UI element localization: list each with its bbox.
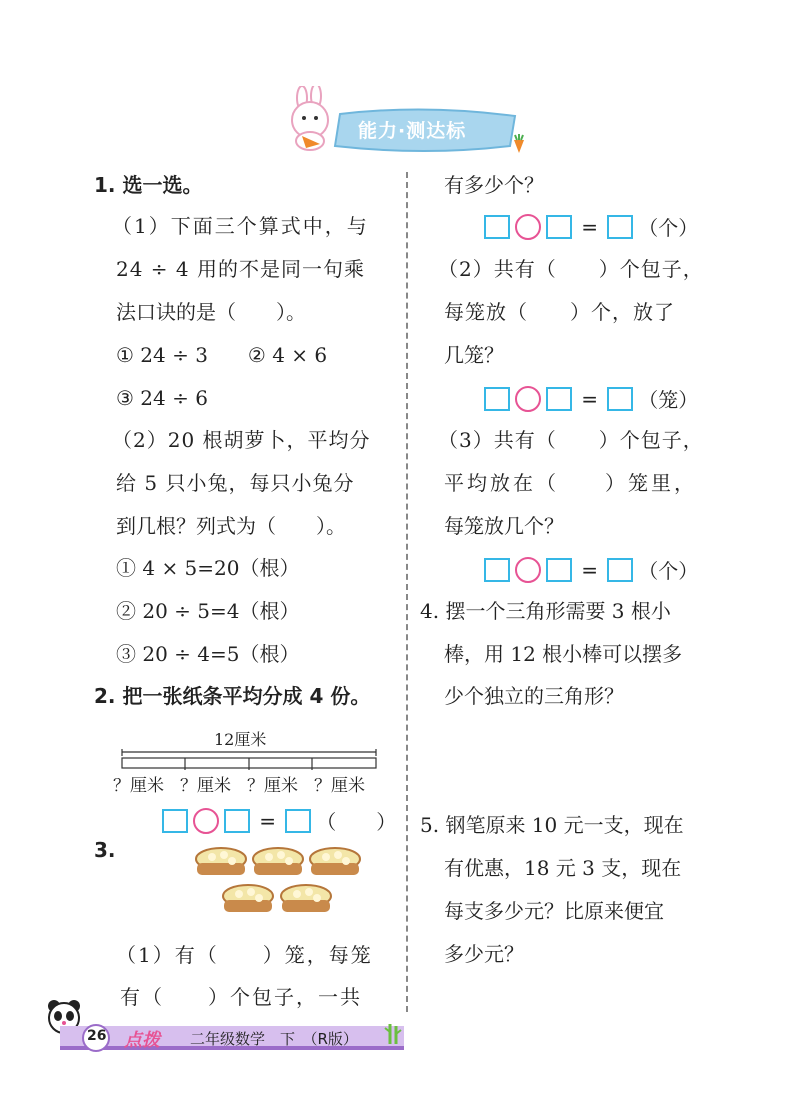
answer-box[interactable] xyxy=(285,809,311,833)
q1-2-line2: 给 5 只小兔，每只小兔分 xyxy=(116,471,355,495)
q3-2-answer-template xyxy=(484,384,698,413)
question-1-title: 1. 选一选。 xyxy=(94,173,203,197)
question-3-title: 3. xyxy=(94,838,116,862)
q1-1-line1: （1）下面三个算式中，与 xyxy=(112,214,369,238)
unit-label: （个） xyxy=(638,216,699,240)
answer-box[interactable] xyxy=(546,215,572,239)
equals-sign: = xyxy=(581,214,599,239)
question-4-line2: 棒，用 12 根小棒可以摆多 xyxy=(444,642,683,666)
question-2-title: 2. 把一张纸条平均分成 4 份。 xyxy=(94,684,371,708)
question-4-line1: 4. 摆一个三角形需要 3 根小 xyxy=(420,599,671,623)
answer-box[interactable] xyxy=(484,558,510,582)
question-5-line3: 每支多少元？比原来便宜 xyxy=(444,899,664,923)
q1-2-option-2: ② 20 ÷ 5=4（根） xyxy=(116,599,300,623)
answer-box[interactable] xyxy=(546,558,572,582)
q1-2-option-1: ① 4 × 5=20（根） xyxy=(116,556,300,580)
book-info: 二年级数学 下 （R版） xyxy=(190,1030,358,1048)
q3-3-answer-template xyxy=(484,555,698,584)
strip-segment-1: ？厘米 xyxy=(113,776,164,796)
unit-label: （个） xyxy=(638,559,699,583)
strip-segment-4: ？厘米 xyxy=(314,776,365,796)
q1-2-option-3: ③ 20 ÷ 4=5（根） xyxy=(116,642,300,666)
q3-3-line2: 平均放在（ ）笼里， xyxy=(444,471,697,495)
answer-box[interactable] xyxy=(162,809,188,833)
column-divider xyxy=(406,172,408,1012)
q1-1-line2: 24 ÷ 4 用的不是同一句乘 xyxy=(116,257,366,281)
footer-band xyxy=(60,1024,404,1052)
strip-segment-2: ？厘米 xyxy=(180,776,231,796)
q3-3-line1: （3）共有（ ）个包子， xyxy=(438,428,704,452)
question-5-line4: 多少元？ xyxy=(444,942,524,966)
page-number: 26 xyxy=(87,1028,107,1044)
steamer-icon xyxy=(308,845,362,881)
q3-2-line2: 每笼放（ ）个，放了 xyxy=(444,300,675,324)
steamer-icon xyxy=(251,845,305,881)
q1-1-options: ① 24 ÷ 3 ② 4 × 6 xyxy=(116,343,328,367)
q3-1-line2: 有（ ）个包子，一共 xyxy=(120,985,362,1009)
banner-title: 能力·测达标 xyxy=(358,120,467,142)
answer-box[interactable] xyxy=(484,215,510,239)
section-banner xyxy=(330,106,520,152)
q3-1-line3: 有多少个？ xyxy=(444,173,544,197)
operator-circle[interactable] xyxy=(193,808,219,834)
strip-segment-3: ？厘米 xyxy=(247,776,298,796)
q1-2-line1: （2）20 根胡萝卜，平均分 xyxy=(112,428,371,452)
answer-box[interactable] xyxy=(546,387,572,411)
question-5-line1: 5. 钢笔原来 10 元一支，现在 xyxy=(420,813,684,837)
q3-3-line3: 每笼放几个？ xyxy=(444,514,564,538)
operator-circle[interactable] xyxy=(515,386,541,412)
q3-2-line3: 几笼？ xyxy=(444,343,504,367)
equals-sign: = xyxy=(259,808,277,833)
q3-1-line1: （1）有（ ）笼，每笼 xyxy=(116,943,373,967)
answer-box[interactable] xyxy=(607,387,633,411)
q1-1-line3: 法口诀的是（ ）。 xyxy=(116,300,306,324)
unit-paren: （ ） xyxy=(316,810,397,834)
operator-circle[interactable] xyxy=(515,557,541,583)
q3-1-answer-template xyxy=(484,212,698,241)
answer-box[interactable] xyxy=(484,387,510,411)
equals-sign: = xyxy=(581,557,599,582)
operator-circle[interactable] xyxy=(515,214,541,240)
question-4-line3: 少个独立的三角形？ xyxy=(444,684,624,708)
answer-box[interactable] xyxy=(607,215,633,239)
answer-box[interactable] xyxy=(607,558,633,582)
carrot-icon xyxy=(510,134,528,158)
strip-total-label: 12厘米 xyxy=(214,730,267,749)
question-5-line2: 有优惠，18 元 3 支，现在 xyxy=(444,856,682,880)
q1-1-option-3: ③ 24 ÷ 6 xyxy=(116,386,208,410)
steamer-icon xyxy=(279,882,333,918)
q3-2-line1: （2）共有（ ）个包子， xyxy=(438,257,704,281)
rabbit-mascot-icon xyxy=(280,86,340,152)
steamer-icon xyxy=(194,845,248,881)
q1-2-line3: 到几根？列式为（ ）。 xyxy=(116,514,346,538)
unit-label: （笼） xyxy=(638,388,699,412)
q2-answer-template xyxy=(162,806,396,835)
equals-sign: = xyxy=(581,386,599,411)
steamer-icon xyxy=(221,882,275,918)
bamboo-icon xyxy=(384,1022,402,1050)
brand-logo: 点拨 xyxy=(124,1030,160,1051)
answer-box[interactable] xyxy=(224,809,250,833)
